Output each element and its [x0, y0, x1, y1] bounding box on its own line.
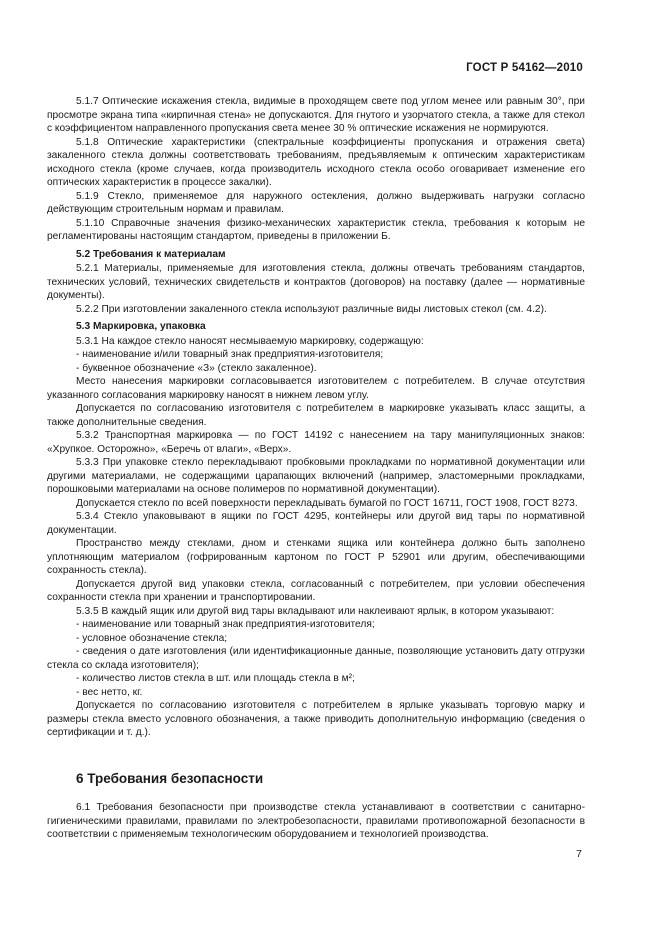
clause-5-2-1: 5.2.1 Материалы, применяемые для изготовления стекла, должны отвечать требованиям стандартов, технических условий, технических свидетельств и контрактов (договоров) на поставку (далее — нормативные документы). [47, 263, 585, 301]
paragraph: Допускается по согласованию изготовителя с потребителем в ярлыке указывать торговую марку и размеры стекла вместо условного обозначения, а также приводить дополнительную информацию (сведения о сертификации и т. д.). [47, 700, 585, 738]
paragraph: Допускается другой вид упаковки стекла, согласованный с потребителем, при условии обеспечения сохранности стекла при хранении и транспортировании. [47, 578, 585, 603]
paragraph: Допускается по согласованию изготовителя с потребителем в маркировке указывать класс защиты, а также дополнительные сведения. [47, 403, 585, 428]
list-item: - наименование и/или товарный знак предприятия-изготовителя; [76, 349, 384, 360]
clause-6-1: 6.1 Требования безопасности при производстве стекла устанавливают в соответствии с санитарно-гигиеническими правилами, правилами по электробезопасности, правилами противопожарной безопасности в соответствии с применяемым технологическим оборудованием и технологией производства. [47, 802, 585, 840]
clause-5-3-2: 5.3.2 Транспортная маркировка — по ГОСТ 14192 с нанесением на тару манипуляционных знаков: «Хрупкое. Осторожно», «Беречь от влаги», «Верх». [47, 430, 585, 455]
section-6-title: 6 Требования безопасности [76, 771, 264, 786]
list-item: - количество листов стекла в шт. или площадь стекла в м²; [76, 673, 355, 684]
list-item: - буквенное обозначение «З» (стекло закаленное). [76, 362, 317, 374]
document-header: ГОСТ Р 54162—2010 [466, 62, 583, 74]
page-number: 7 [576, 848, 582, 860]
clause-5-1-9: 5.1.9 Стекло, применяемое для наружного остекления, должно выдерживать нагрузки согласно действующим строительным нормам и правилам. [47, 190, 585, 215]
heading-5-2: 5.2 Требования к материалам [76, 248, 226, 260]
list-item: - наименование или товарный знак предприятия-изготовителя; [76, 619, 375, 630]
paragraph: Пространство между стеклами, дном и стенками ящика или контейнера должно быть заполнено уплотняющим материалом (гофрированным картоном по ГОСТ Р 52901 или другим, обеспечивающими сохранность стекла). [47, 538, 585, 576]
clause-5-3-1: 5.3.1 На каждое стекло наносят несмываемую маркировку, содержащую: [76, 335, 424, 347]
list-item: - сведения о дате изготовления (или идентификационные данные, позволяющие установить дату отгрузки стекла со склада изготовителя); [47, 646, 585, 671]
section-6-body [47, 801, 585, 842]
clause-5-1-7: 5.1.7 Оптические искажения стекла, видимые в проходящем свете под углом менее или равным 30°, при просмотре экрана типа «кирпичная стена» не допускаются. Для гнутого и узорчатого стекла, а также для стекол с коэффициентом направленного пропускания света менее 30 % оптические искажения не нормируются. [47, 96, 585, 134]
paragraph: Место нанесения маркировки согласовывается изготовителем с потребителем. В случае отсутствия указанного согласования маркировку наносят в нижнем левом углу. [47, 376, 585, 401]
clause-5-3-4: 5.3.4 Стекло упаковывают в ящики по ГОСТ 4295, контейнеры или другой вид тары по нормативной документации. [47, 511, 585, 536]
clause-5-1-10: 5.1.10 Справочные значения физико-механических характеристик стекла, требования к которым не регламентированы настоящим стандартом, приведены в приложении Б. [47, 217, 585, 242]
clause-5-3-5: 5.3.5 В каждый ящик или другой вид тары вкладывают или наклеивают ярлык, в котором указывают: [76, 605, 555, 617]
list-item: - условное обозначение стекла; [76, 632, 228, 644]
list-item: - вес нетто, кг. [76, 686, 143, 698]
clause-5-2-2: 5.2.2 При изготовлении закаленного стекла используют различные виды листовых стекол (см. 4.2). [76, 303, 547, 315]
heading-5-3: 5.3 Маркировка, упаковка [76, 321, 206, 332]
clause-5-1-8: 5.1.8 Оптические характеристики (спектральные коэффициенты пропускания и отражения света) закаленного стекла должны соответствовать требованиям, предъявляемым к оптическим характеристикам исходного стекла (кроме случаев, когда производитель исходного стекла особо оговаривает изменение его оптических характеристик в процессе закалки). [47, 136, 585, 188]
clause-5-3-3: 5.3.3 При упаковке стекло перекладывают пробковыми прокладками по нормативной документации или другими материалами, не содержащими царапающих включений (например, эластомерными прокладками, порошковыми материалами на основе полимеров по нормативной документации). [47, 457, 585, 495]
paragraph: Допускается стекло по всей поверхности перекладывать бумагой по ГОСТ 16711, ГОСТ 1908, ГОСТ 8273. [76, 497, 578, 509]
section-5-body [47, 95, 585, 740]
